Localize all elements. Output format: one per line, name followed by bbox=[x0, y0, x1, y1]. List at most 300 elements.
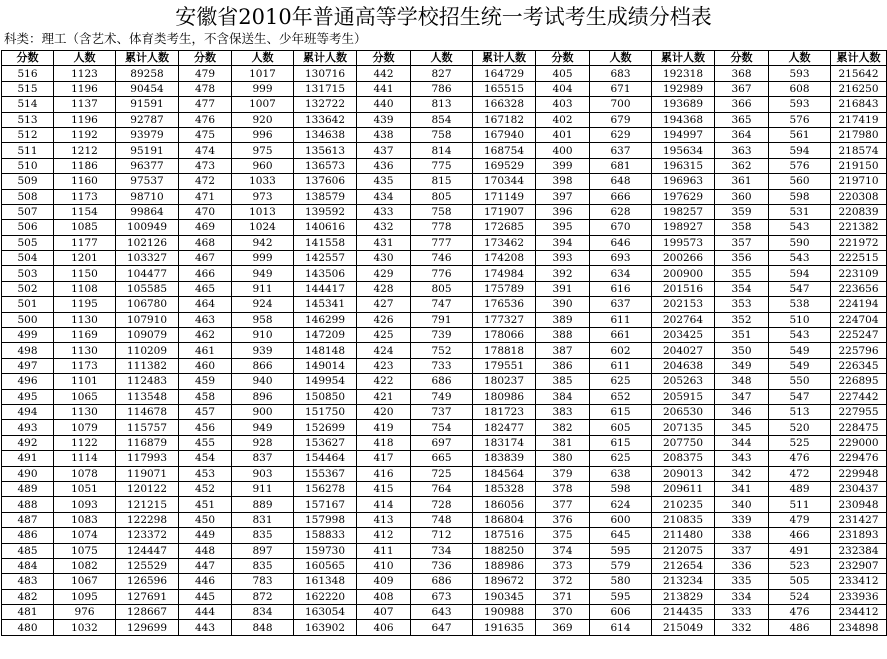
table-cell: 482 bbox=[2, 589, 54, 604]
table-cell: 493 bbox=[2, 420, 54, 435]
table-cell: 356 bbox=[715, 251, 769, 266]
table-cell: 1177 bbox=[54, 235, 116, 250]
table-cell: 1169 bbox=[54, 328, 116, 343]
table-cell: 423 bbox=[357, 358, 411, 373]
column-header: 人数 bbox=[54, 51, 116, 66]
table-cell: 153627 bbox=[294, 435, 357, 450]
table-cell: 1154 bbox=[54, 204, 116, 219]
table-cell: 673 bbox=[411, 589, 473, 604]
table-cell: 119071 bbox=[116, 466, 179, 481]
table-cell: 427 bbox=[357, 297, 411, 312]
table-cell: 167940 bbox=[473, 127, 536, 142]
table-cell: 198927 bbox=[652, 220, 715, 235]
table-cell: 637 bbox=[590, 143, 652, 158]
table-cell: 1083 bbox=[54, 512, 116, 527]
table-cell: 345 bbox=[715, 420, 769, 435]
table-cell: 216250 bbox=[831, 81, 887, 96]
table-cell: 494 bbox=[2, 404, 54, 419]
table-cell: 425 bbox=[357, 328, 411, 343]
table-cell: 389 bbox=[536, 312, 590, 327]
table-cell: 462 bbox=[179, 328, 232, 343]
table-cell: 475 bbox=[179, 127, 232, 142]
table-row bbox=[2, 281, 887, 296]
table-row bbox=[2, 528, 887, 543]
table-cell: 463 bbox=[179, 312, 232, 327]
table-cell: 224194 bbox=[831, 297, 887, 312]
table-cell: 223109 bbox=[831, 266, 887, 281]
table-cell: 209611 bbox=[652, 481, 715, 496]
table-cell: 194368 bbox=[652, 112, 715, 127]
table-cell: 514 bbox=[2, 97, 54, 112]
table-cell: 193689 bbox=[652, 97, 715, 112]
table-row bbox=[2, 112, 887, 127]
table-cell: 181723 bbox=[473, 404, 536, 419]
table-cell: 1051 bbox=[54, 481, 116, 496]
table-cell: 598 bbox=[590, 481, 652, 496]
table-cell: 1101 bbox=[54, 374, 116, 389]
table-cell: 834 bbox=[232, 605, 294, 620]
table-cell: 495 bbox=[2, 389, 54, 404]
table-cell: 106780 bbox=[116, 297, 179, 312]
table-cell: 421 bbox=[357, 389, 411, 404]
table-cell: 1079 bbox=[54, 420, 116, 435]
table-cell: 681 bbox=[590, 158, 652, 173]
table-cell: 433 bbox=[357, 204, 411, 219]
table-cell: 1130 bbox=[54, 343, 116, 358]
table-cell: 615 bbox=[590, 404, 652, 419]
table-cell: 348 bbox=[715, 374, 769, 389]
table-cell: 217419 bbox=[831, 112, 887, 127]
table-cell: 469 bbox=[179, 220, 232, 235]
table-cell: 351 bbox=[715, 328, 769, 343]
table-cell: 219710 bbox=[831, 174, 887, 189]
table-cell: 364 bbox=[715, 127, 769, 142]
table-cell: 897 bbox=[232, 543, 294, 558]
table-cell: 652 bbox=[590, 389, 652, 404]
table-cell: 737 bbox=[411, 404, 473, 419]
table-cell: 366 bbox=[715, 97, 769, 112]
table-cell: 478 bbox=[179, 81, 232, 96]
table-cell: 616 bbox=[590, 281, 652, 296]
table-cell: 614 bbox=[590, 620, 652, 635]
table-cell: 133642 bbox=[294, 112, 357, 127]
table-cell: 132722 bbox=[294, 97, 357, 112]
table-cell: 443 bbox=[179, 620, 232, 635]
table-cell: 441 bbox=[357, 81, 411, 96]
table-cell: 202764 bbox=[652, 312, 715, 327]
table-cell: 579 bbox=[590, 558, 652, 573]
table-cell: 903 bbox=[232, 466, 294, 481]
table-cell: 387 bbox=[536, 343, 590, 358]
table-row bbox=[2, 374, 887, 389]
table-cell: 400 bbox=[536, 143, 590, 158]
table-cell: 505 bbox=[769, 574, 831, 589]
table-cell: 466 bbox=[769, 528, 831, 543]
table-cell: 385 bbox=[536, 374, 590, 389]
table-cell: 452 bbox=[179, 481, 232, 496]
table-row bbox=[2, 235, 887, 250]
table-cell: 511 bbox=[769, 497, 831, 512]
table-cell: 866 bbox=[232, 358, 294, 373]
table-cell: 192989 bbox=[652, 81, 715, 96]
table-cell: 185328 bbox=[473, 481, 536, 496]
table-cell: 725 bbox=[411, 466, 473, 481]
table-cell: 942 bbox=[232, 235, 294, 250]
table-cell: 472 bbox=[769, 466, 831, 481]
table-cell: 217980 bbox=[831, 127, 887, 142]
table-cell: 1130 bbox=[54, 404, 116, 419]
table-cell: 207135 bbox=[652, 420, 715, 435]
table-cell: 156278 bbox=[294, 481, 357, 496]
table-cell: 520 bbox=[769, 420, 831, 435]
table-cell: 401 bbox=[536, 127, 590, 142]
table-cell: 1075 bbox=[54, 543, 116, 558]
table-cell: 454 bbox=[179, 451, 232, 466]
table-cell: 183174 bbox=[473, 435, 536, 450]
table-cell: 480 bbox=[2, 620, 54, 635]
table-body bbox=[2, 66, 887, 635]
table-cell: 466 bbox=[179, 266, 232, 281]
table-cell: 409 bbox=[357, 574, 411, 589]
table-cell: 848 bbox=[232, 620, 294, 635]
table-cell: 598 bbox=[769, 189, 831, 204]
table-cell: 390 bbox=[536, 297, 590, 312]
table-row bbox=[2, 358, 887, 373]
table-cell: 234898 bbox=[831, 620, 887, 635]
table-cell: 405 bbox=[536, 66, 590, 81]
table-row bbox=[2, 558, 887, 573]
table-cell: 1017 bbox=[232, 66, 294, 81]
table-cell: 758 bbox=[411, 127, 473, 142]
table-cell: 337 bbox=[715, 543, 769, 558]
table-cell: 367 bbox=[715, 81, 769, 96]
table-cell: 124447 bbox=[116, 543, 179, 558]
table-cell: 104477 bbox=[116, 266, 179, 281]
table-cell: 775 bbox=[411, 158, 473, 173]
table-cell: 481 bbox=[2, 605, 54, 620]
table-cell: 437 bbox=[357, 143, 411, 158]
table-header-row bbox=[2, 51, 887, 66]
table-cell: 362 bbox=[715, 158, 769, 173]
table-cell: 1173 bbox=[54, 189, 116, 204]
table-cell: 503 bbox=[2, 266, 54, 281]
table-cell: 485 bbox=[2, 543, 54, 558]
table-cell: 1085 bbox=[54, 220, 116, 235]
table-cell: 96377 bbox=[116, 158, 179, 173]
table-cell: 233412 bbox=[831, 574, 887, 589]
table-cell: 647 bbox=[411, 620, 473, 635]
table-cell: 126596 bbox=[116, 574, 179, 589]
table-cell: 232907 bbox=[831, 558, 887, 573]
table-cell: 380 bbox=[536, 451, 590, 466]
table-cell: 446 bbox=[179, 574, 232, 589]
table-cell: 606 bbox=[590, 605, 652, 620]
table-cell: 183839 bbox=[473, 451, 536, 466]
table-cell: 95191 bbox=[116, 143, 179, 158]
table-cell: 372 bbox=[536, 574, 590, 589]
table-row bbox=[2, 158, 887, 173]
table-cell: 920 bbox=[232, 112, 294, 127]
table-cell: 489 bbox=[769, 481, 831, 496]
table-cell: 180986 bbox=[473, 389, 536, 404]
table-cell: 225247 bbox=[831, 328, 887, 343]
table-cell: 900 bbox=[232, 404, 294, 419]
table-cell: 414 bbox=[357, 497, 411, 512]
table-cell: 595 bbox=[590, 543, 652, 558]
table-cell: 501 bbox=[2, 297, 54, 312]
table-cell: 911 bbox=[232, 281, 294, 296]
table-cell: 624 bbox=[590, 497, 652, 512]
table-cell: 593 bbox=[769, 97, 831, 112]
table-cell: 671 bbox=[590, 81, 652, 96]
table-cell: 661 bbox=[590, 328, 652, 343]
table-cell: 341 bbox=[715, 481, 769, 496]
table-cell: 1137 bbox=[54, 97, 116, 112]
table-cell: 216843 bbox=[831, 97, 887, 112]
table-cell: 456 bbox=[179, 420, 232, 435]
table-cell: 110209 bbox=[116, 343, 179, 358]
table-cell: 143506 bbox=[294, 266, 357, 281]
table-cell: 170344 bbox=[473, 174, 536, 189]
table-cell: 786 bbox=[411, 81, 473, 96]
table-cell: 410 bbox=[357, 558, 411, 573]
table-cell: 112483 bbox=[116, 374, 179, 389]
table-cell: 576 bbox=[769, 112, 831, 127]
table-cell: 531 bbox=[769, 204, 831, 219]
table-cell: 92787 bbox=[116, 112, 179, 127]
table-cell: 444 bbox=[179, 605, 232, 620]
table-cell: 196963 bbox=[652, 174, 715, 189]
table-cell: 1122 bbox=[54, 435, 116, 450]
table-row bbox=[2, 220, 887, 235]
table-cell: 791 bbox=[411, 312, 473, 327]
table-cell: 693 bbox=[590, 251, 652, 266]
table-cell: 1173 bbox=[54, 358, 116, 373]
table-cell: 783 bbox=[232, 574, 294, 589]
table-cell: 336 bbox=[715, 558, 769, 573]
table-cell: 151750 bbox=[294, 404, 357, 419]
table-cell: 344 bbox=[715, 435, 769, 450]
table-cell: 383 bbox=[536, 404, 590, 419]
table-cell: 233936 bbox=[831, 589, 887, 604]
table-cell: 117993 bbox=[116, 451, 179, 466]
table-cell: 1013 bbox=[232, 204, 294, 219]
table-cell: 958 bbox=[232, 312, 294, 327]
table-cell: 683 bbox=[590, 66, 652, 81]
table-cell: 477 bbox=[179, 97, 232, 112]
table-cell: 490 bbox=[2, 466, 54, 481]
table-cell: 1024 bbox=[232, 220, 294, 235]
table-cell: 476 bbox=[179, 112, 232, 127]
table-cell: 509 bbox=[2, 174, 54, 189]
table-cell: 712 bbox=[411, 528, 473, 543]
table-cell: 479 bbox=[769, 512, 831, 527]
table-cell: 197629 bbox=[652, 189, 715, 204]
table-cell: 203425 bbox=[652, 328, 715, 343]
table-cell: 97537 bbox=[116, 174, 179, 189]
table-cell: 196315 bbox=[652, 158, 715, 173]
table-cell: 339 bbox=[715, 512, 769, 527]
score-table bbox=[1, 50, 887, 636]
table-cell: 213234 bbox=[652, 574, 715, 589]
table-cell: 439 bbox=[357, 112, 411, 127]
table-cell: 411 bbox=[357, 543, 411, 558]
table-row bbox=[2, 589, 887, 604]
table-cell: 353 bbox=[715, 297, 769, 312]
table-cell: 141558 bbox=[294, 235, 357, 250]
table-cell: 100949 bbox=[116, 220, 179, 235]
table-cell: 419 bbox=[357, 420, 411, 435]
table-cell: 340 bbox=[715, 497, 769, 512]
table-cell: 214435 bbox=[652, 605, 715, 620]
table-cell: 109079 bbox=[116, 328, 179, 343]
table-cell: 221382 bbox=[831, 220, 887, 235]
table-cell: 212075 bbox=[652, 543, 715, 558]
table-cell: 813 bbox=[411, 97, 473, 112]
table-cell: 150850 bbox=[294, 389, 357, 404]
column-header: 分数 bbox=[357, 51, 411, 66]
table-cell: 206530 bbox=[652, 404, 715, 419]
table-cell: 510 bbox=[769, 312, 831, 327]
table-cell: 764 bbox=[411, 481, 473, 496]
table-cell: 128667 bbox=[116, 605, 179, 620]
table-cell: 511 bbox=[2, 143, 54, 158]
table-cell: 486 bbox=[769, 620, 831, 635]
table-cell: 187516 bbox=[473, 528, 536, 543]
table-cell: 975 bbox=[232, 143, 294, 158]
table-cell: 159730 bbox=[294, 543, 357, 558]
table-cell: 1160 bbox=[54, 174, 116, 189]
table-cell: 487 bbox=[2, 512, 54, 527]
table-cell: 155367 bbox=[294, 466, 357, 481]
table-cell: 98710 bbox=[116, 189, 179, 204]
table-cell: 179551 bbox=[473, 358, 536, 373]
table-cell: 136573 bbox=[294, 158, 357, 173]
table-cell: 102126 bbox=[116, 235, 179, 250]
table-cell: 363 bbox=[715, 143, 769, 158]
table-cell: 218574 bbox=[831, 143, 887, 158]
table-cell: 338 bbox=[715, 528, 769, 543]
table-cell: 484 bbox=[2, 558, 54, 573]
table-cell: 999 bbox=[232, 81, 294, 96]
table-cell: 134638 bbox=[294, 127, 357, 142]
table-cell: 460 bbox=[179, 358, 232, 373]
table-cell: 440 bbox=[357, 97, 411, 112]
table-cell: 424 bbox=[357, 343, 411, 358]
table-cell: 230437 bbox=[831, 481, 887, 496]
table-cell: 205263 bbox=[652, 374, 715, 389]
table-cell: 412 bbox=[357, 528, 411, 543]
table-cell: 453 bbox=[179, 466, 232, 481]
table-cell: 595 bbox=[590, 589, 652, 604]
table-cell: 600 bbox=[590, 512, 652, 527]
table-cell: 777 bbox=[411, 235, 473, 250]
table-cell: 226345 bbox=[831, 358, 887, 373]
table-cell: 736 bbox=[411, 558, 473, 573]
table-cell: 393 bbox=[536, 251, 590, 266]
table-cell: 996 bbox=[232, 127, 294, 142]
table-cell: 162220 bbox=[294, 589, 357, 604]
table-cell: 222515 bbox=[831, 251, 887, 266]
table-cell: 645 bbox=[590, 528, 652, 543]
table-row bbox=[2, 389, 887, 404]
table-cell: 459 bbox=[179, 374, 232, 389]
table-cell: 374 bbox=[536, 543, 590, 558]
table-cell: 455 bbox=[179, 435, 232, 450]
table-cell: 99864 bbox=[116, 204, 179, 219]
table-cell: 333 bbox=[715, 605, 769, 620]
table-cell: 223656 bbox=[831, 281, 887, 296]
table-cell: 160565 bbox=[294, 558, 357, 573]
table-cell: 188250 bbox=[473, 543, 536, 558]
table-cell: 157167 bbox=[294, 497, 357, 512]
table-cell: 436 bbox=[357, 158, 411, 173]
table-cell: 465 bbox=[179, 281, 232, 296]
table-cell: 360 bbox=[715, 189, 769, 204]
table-cell: 103327 bbox=[116, 251, 179, 266]
table-cell: 488 bbox=[2, 497, 54, 512]
table-cell: 205915 bbox=[652, 389, 715, 404]
table-cell: 516 bbox=[2, 66, 54, 81]
table-cell: 643 bbox=[411, 605, 473, 620]
table-row bbox=[2, 66, 887, 81]
table-cell: 1196 bbox=[54, 81, 116, 96]
table-cell: 835 bbox=[232, 558, 294, 573]
table-cell: 413 bbox=[357, 512, 411, 527]
table-cell: 464 bbox=[179, 297, 232, 312]
table-cell: 472 bbox=[179, 174, 232, 189]
table-cell: 91591 bbox=[116, 97, 179, 112]
column-header: 累计人数 bbox=[652, 51, 715, 66]
table-cell: 194997 bbox=[652, 127, 715, 142]
table-cell: 174208 bbox=[473, 251, 536, 266]
table-cell: 138579 bbox=[294, 189, 357, 204]
table-cell: 422 bbox=[357, 374, 411, 389]
table-cell: 499 bbox=[2, 328, 54, 343]
table-cell: 171149 bbox=[473, 189, 536, 204]
table-cell: 369 bbox=[536, 620, 590, 635]
table-cell: 149954 bbox=[294, 374, 357, 389]
column-header: 累计人数 bbox=[473, 51, 536, 66]
table-cell: 497 bbox=[2, 358, 54, 373]
table-cell: 1196 bbox=[54, 112, 116, 127]
table-cell: 457 bbox=[179, 404, 232, 419]
table-cell: 489 bbox=[2, 481, 54, 496]
table-row bbox=[2, 420, 887, 435]
table-cell: 335 bbox=[715, 574, 769, 589]
table-cell: 93979 bbox=[116, 127, 179, 142]
table-cell: 1007 bbox=[232, 97, 294, 112]
table-cell: 1212 bbox=[54, 143, 116, 158]
table-cell: 384 bbox=[536, 389, 590, 404]
table-row bbox=[2, 605, 887, 620]
table-cell: 445 bbox=[179, 589, 232, 604]
table-cell: 169529 bbox=[473, 158, 536, 173]
table-cell: 1093 bbox=[54, 497, 116, 512]
table-cell: 212654 bbox=[652, 558, 715, 573]
column-header: 累计人数 bbox=[831, 51, 887, 66]
table-cell: 332 bbox=[715, 620, 769, 635]
table-cell: 200900 bbox=[652, 266, 715, 281]
table-cell: 561 bbox=[769, 127, 831, 142]
table-cell: 805 bbox=[411, 281, 473, 296]
table-row bbox=[2, 189, 887, 204]
table-cell: 492 bbox=[2, 435, 54, 450]
table-cell: 231893 bbox=[831, 528, 887, 543]
table-cell: 213829 bbox=[652, 589, 715, 604]
table-cell: 973 bbox=[232, 189, 294, 204]
table-cell: 180237 bbox=[473, 374, 536, 389]
